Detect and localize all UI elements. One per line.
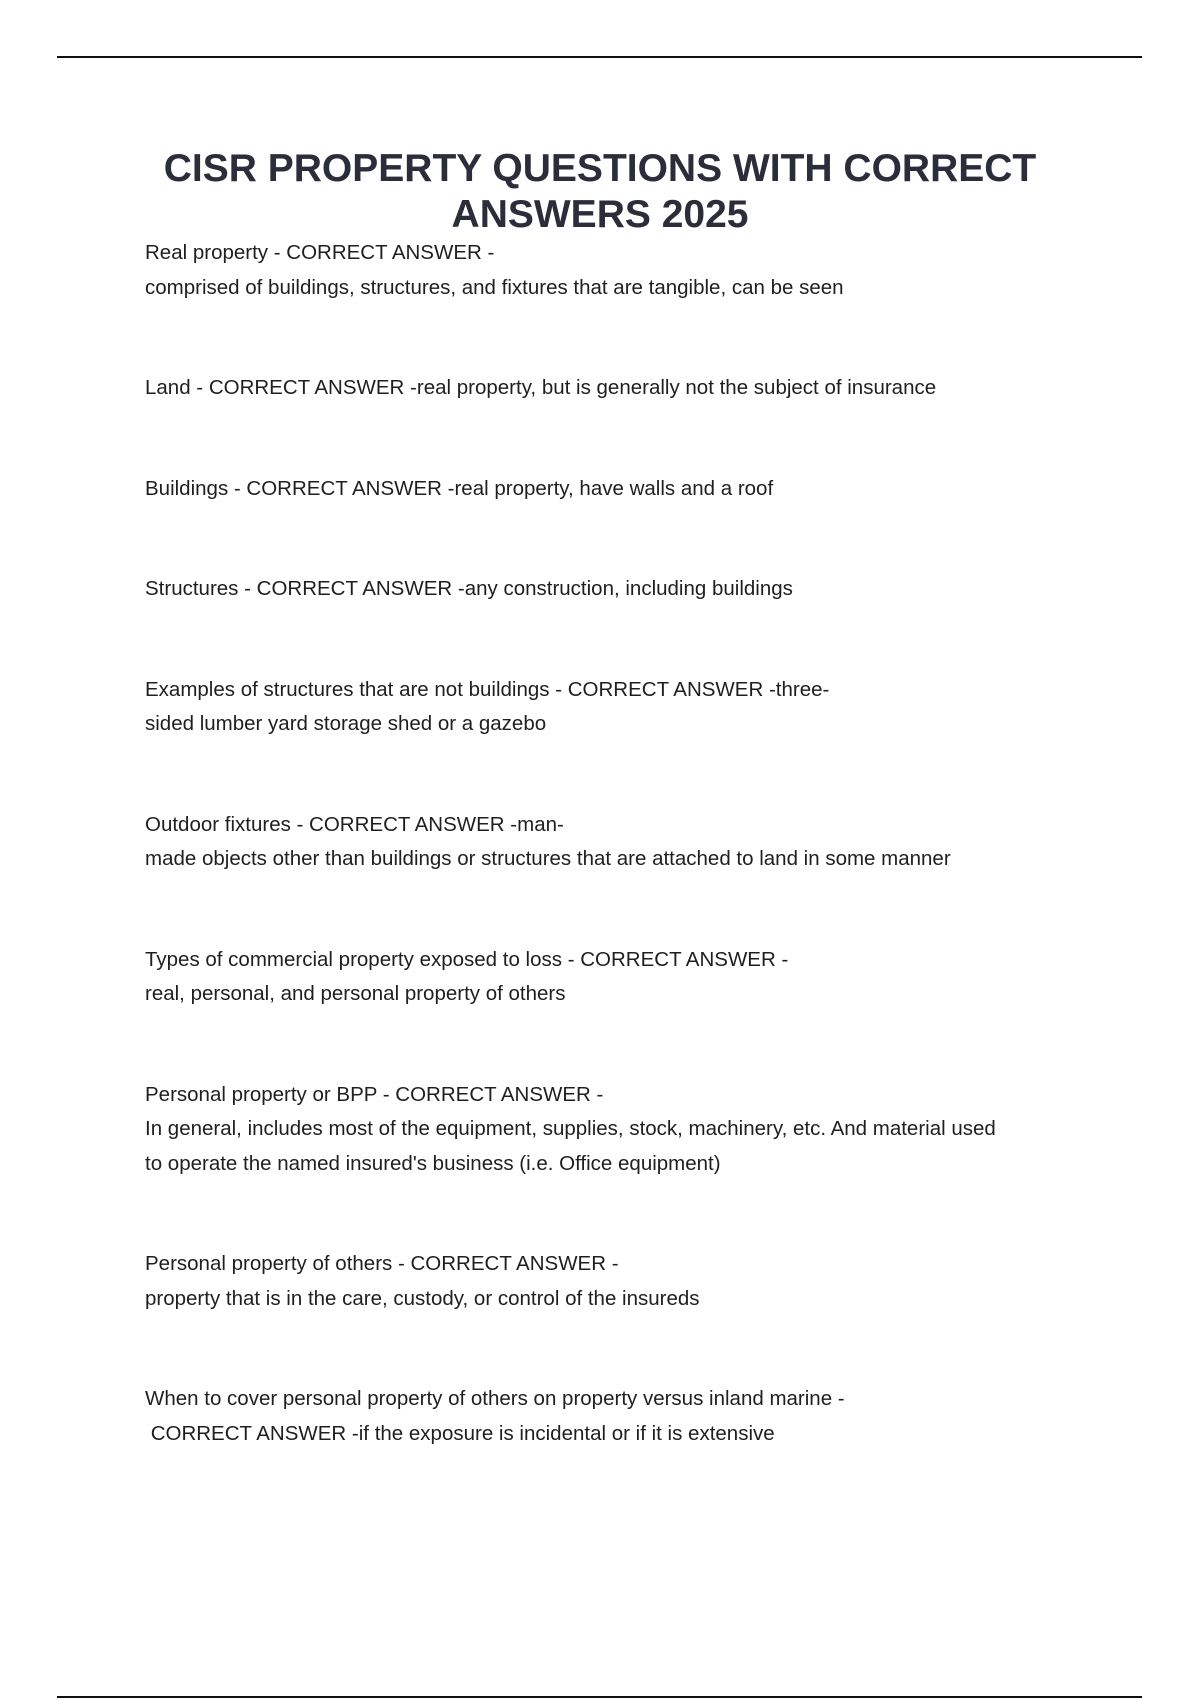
qa-line: Land - CORRECT ANSWER -real property, but is generally not the subject of insurance <box>145 376 937 399</box>
qa-entry-personal-property-bpp <box>145 1078 1105 1182</box>
title-line-2: ANSWERS 2025 <box>451 193 749 236</box>
qa-line: When to cover personal property of others on property versus inland marine - <box>145 1387 845 1410</box>
qa-line: In general, includes most of the equipment, supplies, stock, machinery, etc. And material used <box>145 1117 996 1140</box>
title-line-1: CISR PROPERTY QUESTIONS WITH CORRECT <box>163 147 1037 190</box>
bottom-divider <box>57 1696 1142 1698</box>
qa-line: comprised of buildings, structures, and fixtures that are tangible, can be seen <box>145 275 844 299</box>
qa-line: CORRECT ANSWER -if the exposure is incidental or if it is extensive <box>145 1421 775 1445</box>
qa-line: Examples of structures that are not buildings - CORRECT ANSWER -three- <box>145 677 830 701</box>
qa-line: real, personal, and personal property of others <box>145 982 566 1005</box>
qa-entry-land <box>145 371 1105 406</box>
qa-entry-real-property <box>145 236 1105 305</box>
qa-line: Types of commercial property exposed to loss - CORRECT ANSWER - <box>145 947 789 971</box>
qa-line: Real property - CORRECT ANSWER - <box>145 241 495 264</box>
qa-entry-buildings <box>145 472 1105 507</box>
qa-line: sided lumber yard storage shed or a gazebo <box>145 712 547 735</box>
qa-list <box>145 236 1105 1517</box>
qa-line: Outdoor fixtures - CORRECT ANSWER -man- <box>145 812 564 836</box>
top-divider <box>57 56 1142 58</box>
qa-line: made objects other than buildings or structures that are attached to land in some manner <box>145 847 951 870</box>
qa-line: to operate the named insured's business (i.e. Office equipment) <box>145 1151 721 1175</box>
qa-entry-personal-property-of-others <box>145 1247 1105 1316</box>
qa-line: Personal property or BPP - CORRECT ANSWER - <box>145 1082 604 1106</box>
qa-entry-property-vs-inland-marine <box>145 1382 1105 1451</box>
qa-line: property that is in the care, custody, or control of the insureds <box>145 1286 700 1310</box>
qa-entry-outdoor-fixtures <box>145 808 1105 877</box>
qa-line: Structures - CORRECT ANSWER -any construction, including buildings <box>145 577 793 600</box>
qa-entry-structures <box>145 572 1105 607</box>
qa-line: Buildings - CORRECT ANSWER -real property, have walls and a roof <box>145 476 774 500</box>
qa-entry-structure-examples <box>145 673 1105 742</box>
qa-line: Personal property of others - CORRECT ANSWER - <box>145 1252 619 1275</box>
document-title <box>100 146 1100 238</box>
qa-entry-commercial-property-types <box>145 943 1105 1012</box>
